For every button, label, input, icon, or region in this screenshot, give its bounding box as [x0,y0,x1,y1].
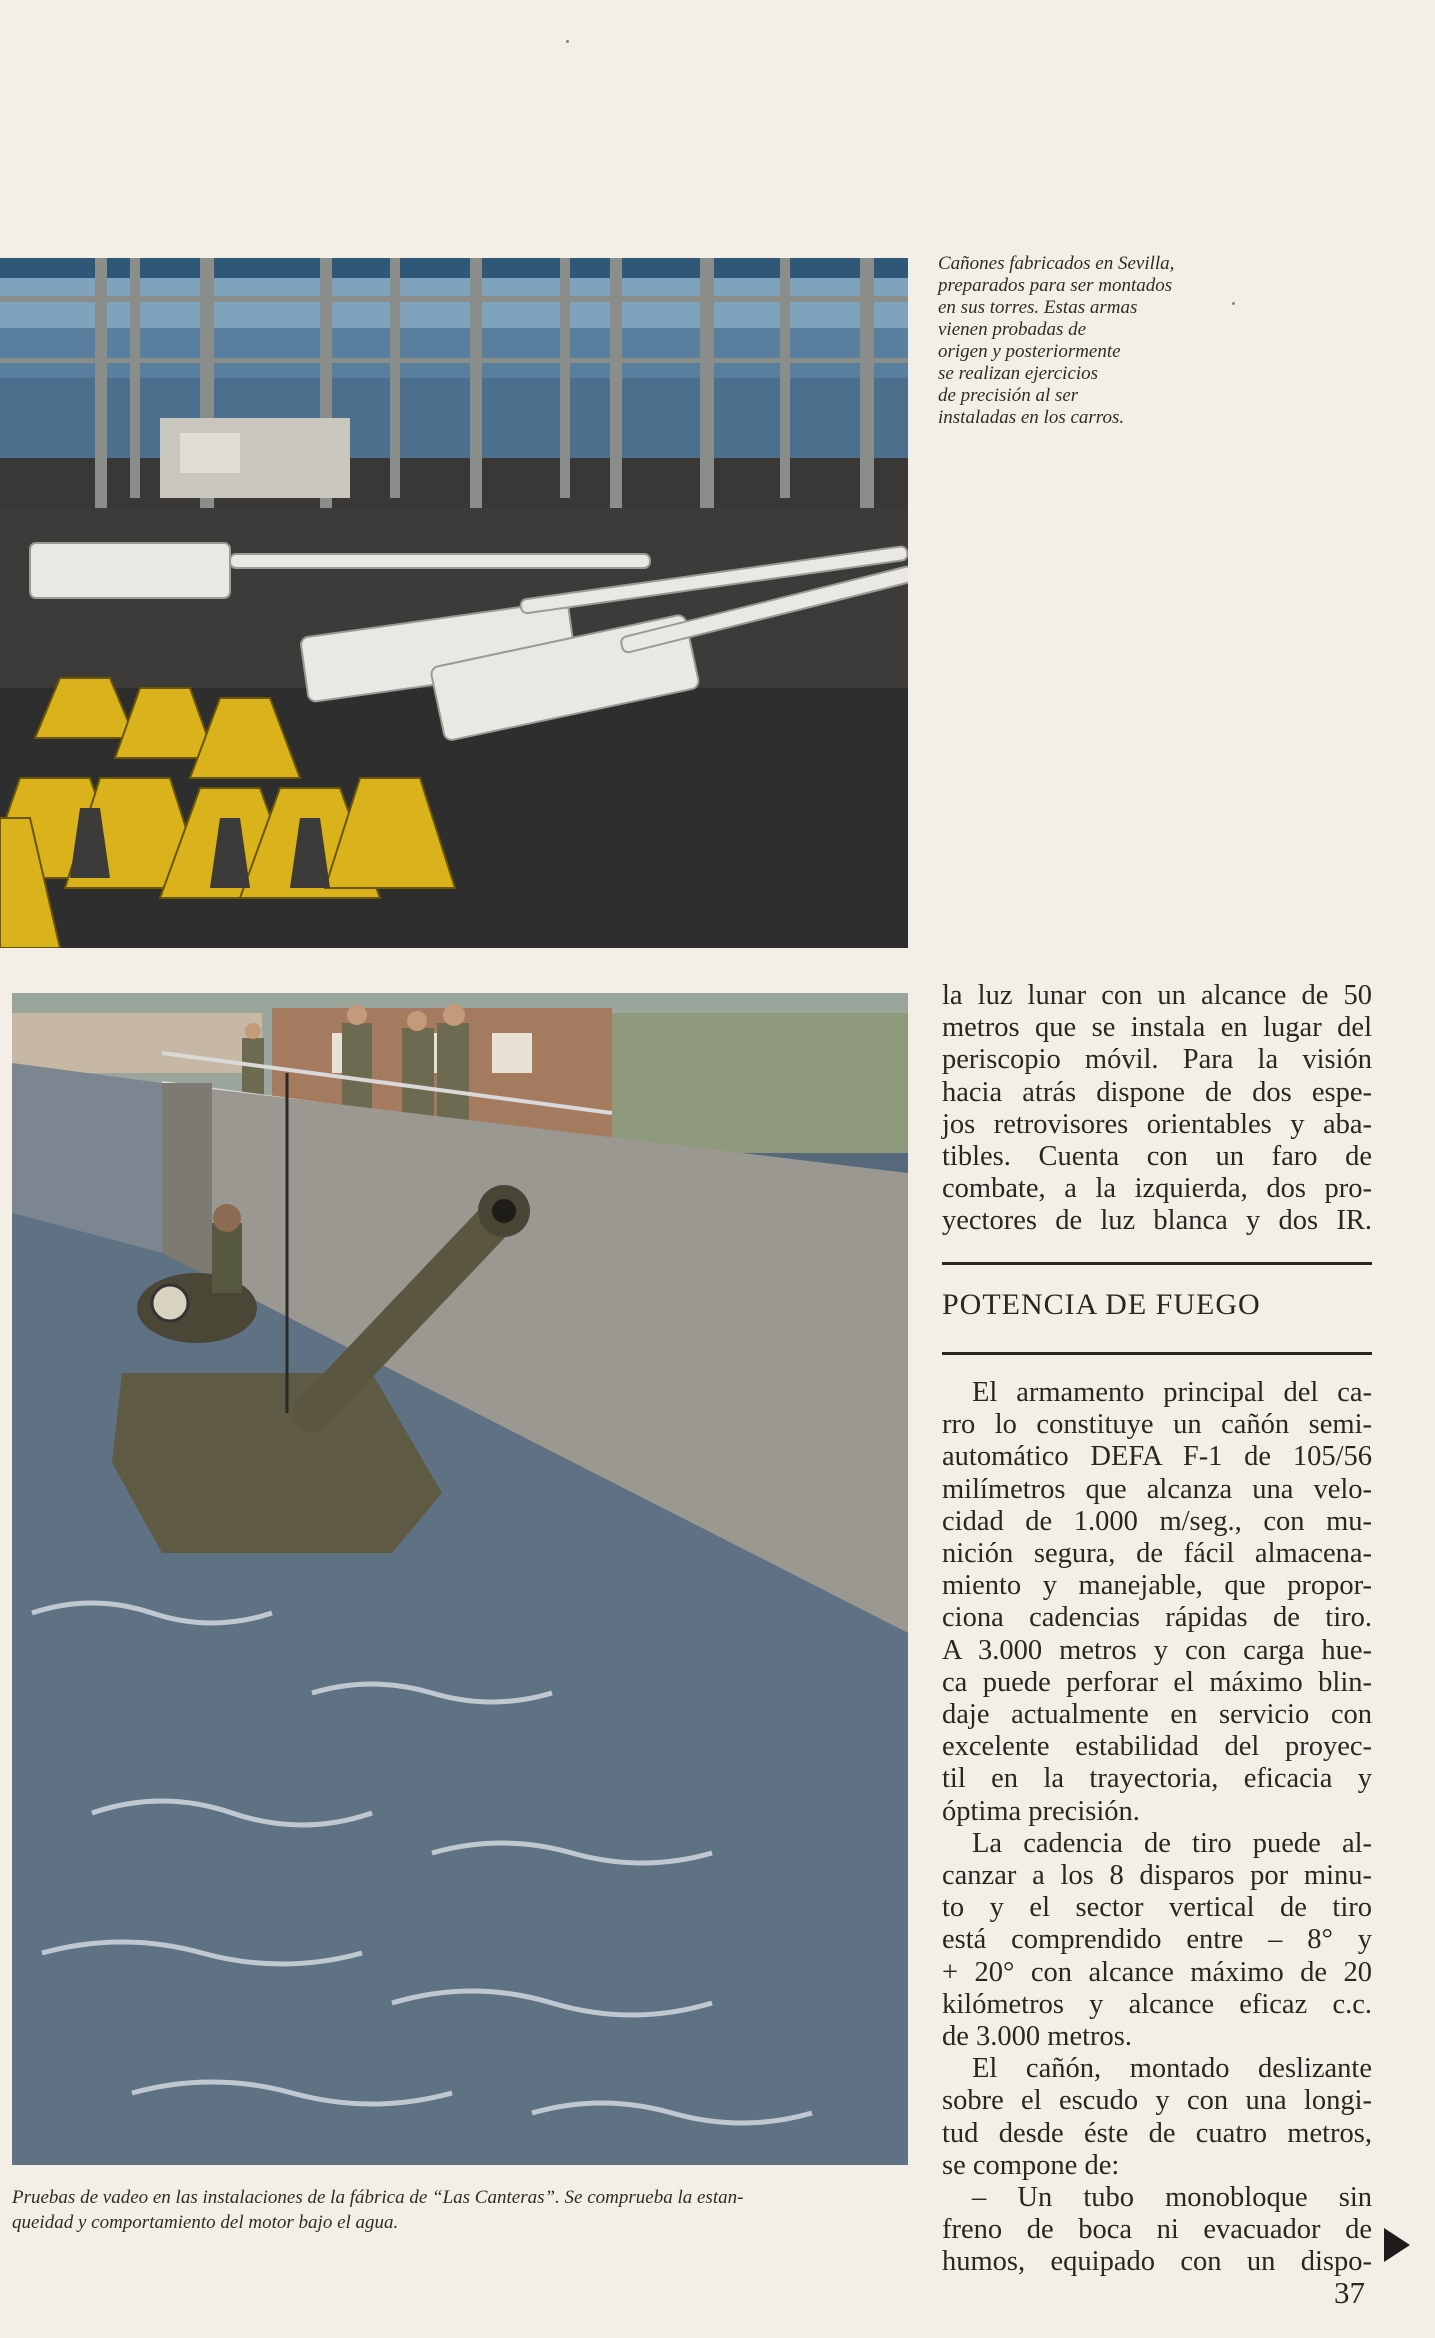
text-line: El armamento principal del ca- [972,1377,1372,1408]
text-line: milímetros que alcanza una velo- [942,1473,1372,1505]
text-line: de 3.000 metros. [942,2021,1132,2053]
caption-line: vienen probadas de [938,319,1087,340]
text-line: combate, a la izquierda, dos pro- [942,1173,1372,1205]
section-heading: POTENCIA DE FUEGO [942,1288,1261,1321]
text-line: A 3.000 metros y con carga hue- [942,1634,1372,1666]
caption-line: origen y posteriormente [938,341,1121,362]
text-line: automático DEFA F-1 de 105/56 [942,1441,1372,1473]
text-line: metros que se instala en lugar del [942,1012,1372,1044]
text-line: daje actualmente en servicio con [942,1699,1372,1731]
caption-line: de precisión al ser [938,385,1079,406]
text-line: ciona cadencias rápidas de tiro. [942,1602,1372,1634]
caption-line: Cañones fabricados en Sevilla, [938,253,1175,274]
top-photo-caption [938,253,1268,429]
caption-line: instaladas en los carros. [938,407,1125,428]
text-line: rro lo constituye un cañón semi- [942,1409,1372,1441]
text-line: – Un tubo monobloque sin [972,2182,1372,2214]
caption-line: preparados para ser montados [938,275,1173,296]
text-line: la luz lunar con un alcance de 50 [942,980,1372,1011]
text-line: excelente estabilidad del proyec- [942,1731,1372,1763]
text-line: ca puede perforar el máximo blin- [942,1666,1372,1698]
text-line: yectores de luz blanca y dos IR. [942,1205,1372,1237]
text-line: óptima precisión. [942,1795,1140,1827]
text-line: tud desde éste de cuatro metros, [942,2117,1372,2149]
text-line: periscopio móvil. Para la visión [942,1044,1372,1076]
caption-line: se realizan ejercicios [938,363,1099,384]
text-line: jos retrovisores orientables y aba- [942,1108,1372,1140]
continue-arrow-icon [1384,2228,1410,2262]
section-rule-bottom [942,1352,1372,1355]
caption-line: Pruebas de vadeo en las instalaciones de la fábrica de “Las Canteras”. Se comprueba la estan- [12,2187,744,2208]
text-line: canzar a los 8 disparos por minu- [942,1860,1372,1892]
text-line: til en la trayectoria, eficacia y [942,1763,1372,1795]
text-line: está comprendido entre – 8° y [942,1924,1372,1956]
text-line: humos, equipado con un dispo- [942,2246,1372,2278]
text-line: kilómetros y alcance eficaz c.c. [942,1988,1372,2020]
body-text-upper [942,980,1372,1238]
text-line: to y el sector vertical de tiro [942,1892,1372,1924]
tank-fording-photo [12,993,908,2165]
text-line: nición segura, de fácil almacena- [942,1538,1372,1570]
text-line: miento y manejable, que propor- [942,1570,1372,1602]
text-line: sobre el escudo y con una longi- [942,2085,1372,2117]
cannons-factory-photo [0,258,908,948]
text-line: hacia atrás dispone de dos espe- [942,1076,1372,1108]
text-line: tibles. Cuenta con un faro de [942,1141,1372,1173]
text-line: + 20° con alcance máximo de 20 [942,1956,1372,1988]
text-line: La cadencia de tiro puede al- [972,1827,1372,1859]
text-line: El cañón, montado deslizante [972,2053,1372,2085]
body-text-main [942,1377,1372,2279]
caption-line: queidad y comportamiento del motor bajo el agua. [12,2212,399,2233]
print-speck [566,40,569,43]
text-line: se compone de: [942,2149,1120,2181]
page-number: 37 [1334,2275,1365,2310]
text-line: cidad de 1.000 m/seg., con mu- [942,1505,1372,1537]
bottom-photo-caption [12,2185,912,2235]
section-rule-top [942,1262,1372,1265]
caption-line: en sus torres. Estas armas [938,297,1138,318]
print-speck [1232,302,1235,305]
text-line: freno de boca ni evacuador de [942,2214,1372,2246]
